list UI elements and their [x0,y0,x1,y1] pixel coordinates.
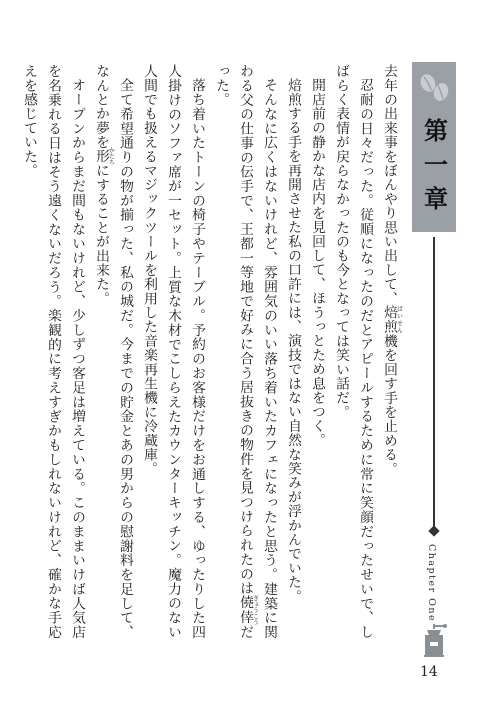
ruby-base: 焙煎 [381,305,397,334]
coffee-grinder-icon [418,622,450,658]
paragraph-6: 落ち着いたトーンの椅子やテーブル。予約のお客様だけをお通しする、ゆったりした四人掛けのソファ席が一セット。上質な木材でこしらえたカウンターキッチン。魔力のない人間でも扱えるマジックツールを利用した音楽再生機に冷蔵庫。 [141,64,205,639]
furigana-gyoukou [237,595,259,626]
ruby-reading: かたち [107,147,115,166]
paragraph-2: 忍耐の日々だった。従順になったのだとアピールするために常に笑顔だったせいで、しばらく表情が戻らなかったのも今となっては笑い話だ。 [333,64,373,639]
paragraph-1-text-a: 去年の出来事をぼんやり思い出して、 [381,64,397,306]
coffee-beans-icon [416,70,452,106]
chapter-divider-line [433,237,435,527]
chapter-label-panel [412,62,456,232]
ruby-reading: ぎょうこう [251,595,259,626]
paragraph-5 [209,64,281,639]
furigana-katachi [93,147,115,166]
paragraph-8: オープンからまだ間もないけれど、少しずつ客足は増えている。このままいけば人気店を名乗れる日はそう遠くないだろう。楽観的に考えすぎかもしれないけれど、確かな手応えを感じていた。 [21,64,85,639]
ruby-reading: ばいせん [395,305,403,334]
furigana-baisen [381,305,403,334]
paragraph-4: 焙煎する手を再開させた私の口許には、演技ではない自然な笑みが浮かんでいた。 [285,77,301,604]
divider-diamond-icon [428,525,439,536]
chapter-title: 第一章 [419,118,448,220]
paragraph-5-text-a: そんなに広くはないけれど、雰囲気のいい落ち着いたカフェになったと思う。建築に関わる父の仕事の伝手で、王都一等地で好みに合う居抜きの物件を見つけられたのは [237,64,277,639]
paragraph-3: 開店前の静かな店内を見回して、ほうっとため息をつく。 [309,77,325,447]
ruby-base: 形 [93,147,109,166]
body-text [21,64,403,639]
paragraph-7-text-a: 全て希望通りの物が揃った、私の城だ。今までの貯金とあの男からの慰謝料を足して、なんとか夢を [93,64,133,639]
ruby-base: 僥倖 [237,595,253,626]
paragraph-1-text-b: 機を回す手を止める。 [381,333,397,476]
chapter-sidebar [412,62,456,644]
paragraph-5-text-b: だった。 [213,64,253,639]
paragraph-7-text-b: にすることが出来た。 [93,163,109,306]
paragraph-7 [89,64,137,639]
page-number: 14 [420,664,438,680]
paragraph-1 [377,64,402,639]
chapter-english-title: Chapter One [426,544,437,623]
